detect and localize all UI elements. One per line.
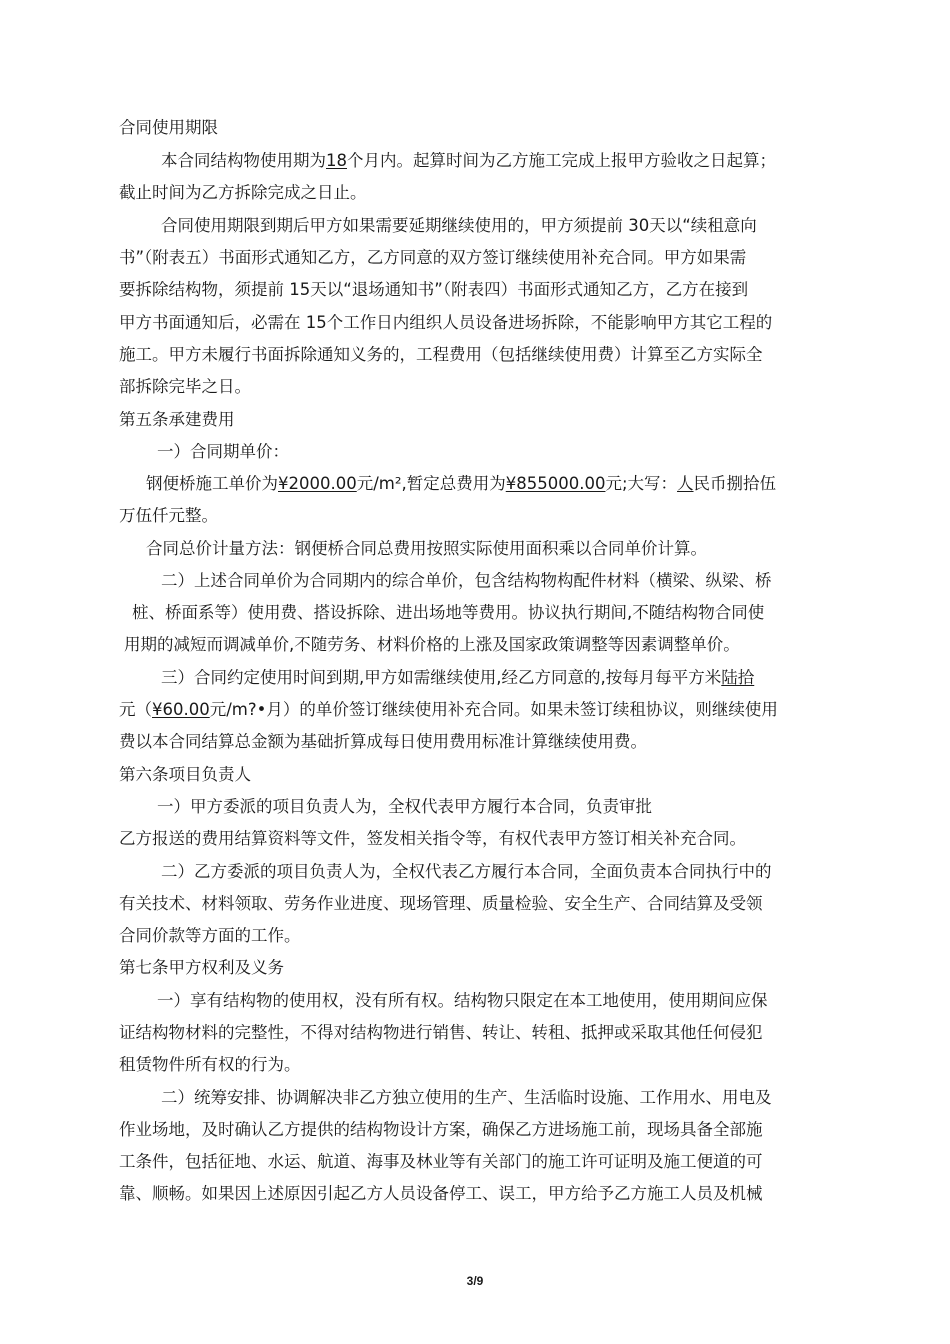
clause-party-b-manager: 合同价款等方面的工作。	[119, 926, 301, 945]
paragraph-extension-line: 要拆除结构物，须提前 15天以“退场通知书”（附表四）书面形式通知乙方，乙方在接到	[119, 280, 749, 299]
unit-price-value: ¥2000.00	[278, 474, 357, 493]
clause-coordination: 二）统筹安排、协调解决非乙方独立使用的生产、生活临时设施、工作用水、用电及	[161, 1088, 772, 1107]
total-price-value: ¥855000.00	[505, 474, 606, 493]
paragraph-extension-line: 施工。甲方未履行书面拆除通知义务的，工程费用（包括继续使用费）计算至乙方实际全	[119, 345, 763, 364]
clause-coordination: 靠、顺畅。如果因上述原因引起乙方人员设备停工、误工，甲方给予乙方施工人员及机械	[119, 1184, 763, 1203]
price-line: 万伍仟元整。	[119, 506, 218, 525]
clause-party-a-manager: 乙方报送的费用结算资料等文件，签发相关指令等，有权代表甲方签订相关补充合同。	[119, 829, 746, 848]
paragraph-term-line: 截止时间为乙方拆除完成之日止。	[119, 183, 367, 202]
clause-price-scope: 二）上述合同单价为合同期内的综合单价，包含结构物构配件材料（横梁、纵梁、桥	[161, 571, 772, 590]
paragraph-extension-line: 部拆除完毕之日。	[119, 377, 251, 396]
clause-renewal: 费以本合同结算总金额为基础折算成每日使用费用标准计算继续使用费。	[119, 732, 647, 751]
clause-party-b-manager: 二）乙方委派的项目负责人为，全权代表乙方履行本合同，全面负责本合同执行中的	[161, 862, 772, 881]
clause-usage-right: 租赁物件所有权的行为。	[119, 1055, 301, 1074]
clause-usage-right: 证结构物材料的完整性，不得对结构物进行销售、转让、转租、抵押或采取其他任何侵犯	[119, 1023, 763, 1042]
section-heading-term: 合同使用期限	[119, 118, 218, 137]
clause-coordination: 作业场地，及时确认乙方提供的结构物设计方案，确保乙方进场施工前，现场具备全部施	[119, 1120, 763, 1139]
clause-price-scope: 桩、桥面系等）使用费、搭设拆除、进出场地等费用。协议执行期间,不随结构物合同使	[132, 603, 765, 622]
months-value: 18	[326, 151, 347, 170]
clause-party-a-manager: 一）甲方委派的项目负责人为，全权代表甲方履行本合同，负责审批	[157, 797, 652, 816]
page-number: 3/9	[466, 1274, 484, 1288]
renewal-rate-value: ¥60.00	[152, 700, 210, 719]
section-heading-managers: 第六条项目负责人	[119, 765, 251, 784]
price-line: 钢便桥施工单价为¥2000.00元/m²,暂定总费用为¥855000.00元;大写：人民币捌拾伍	[146, 474, 777, 493]
clause-party-b-manager: 有关技术、材料领取、劳务作业进度、现场管理、质量检验、安全生产、合同结算及受领	[119, 894, 763, 913]
section-heading-fees: 第五条承建费用	[119, 410, 235, 429]
clause-renewal: 元（¥60.00元/m?•月）的单价签订继续使用补充合同。如果未签订续租协议，则继续使用	[119, 700, 778, 719]
renewal-rate-text: 陆拾	[721, 668, 755, 687]
paragraph-extension-line: 甲方书面通知后，必需在 15个工作日内组织人员设备进场拆除，不能影响甲方其它工程的	[119, 313, 773, 332]
paragraph-extension-line: 书”（附表五）书面形式通知乙方，乙方同意的双方签订继续使用补充合同。甲方如果需	[119, 248, 747, 267]
clause-coordination: 工条件，包括征地、水运、航道、海事及林业等有关部门的施工许可证明及施工便道的可	[119, 1152, 763, 1171]
clause-usage-right: 一）享有结构物的使用权，没有所有权。结构物只限定在本工地使用，使用期间应保	[157, 991, 768, 1010]
clause-price-scope: 用期的减短而调减单价,不随劳务、材料价格的上涨及国家政策调整等因素调整单价。	[124, 635, 740, 654]
paragraph-extension-line: 合同使用期限到期后甲方如果需要延期继续使用的，甲方须提前 30天以“续租意向	[161, 216, 757, 235]
paragraph-term-line: 本合同结构物使用期为18个月内。起算时间为乙方施工完成上报甲方验收之日起算；	[161, 151, 776, 170]
clause-unit-price: 一）合同期单价：	[157, 442, 289, 461]
section-heading-party-a-rights: 第七条甲方权利及义务	[119, 958, 284, 977]
pricing-method: 合同总价计量方法：钢便桥合同总费用按照实际使用面积乘以合同单价计算。	[146, 539, 707, 558]
clause-renewal: 三）合同约定使用时间到期,甲方如需继续使用,经乙方同意的,按每月每平方米陆拾	[161, 668, 755, 687]
